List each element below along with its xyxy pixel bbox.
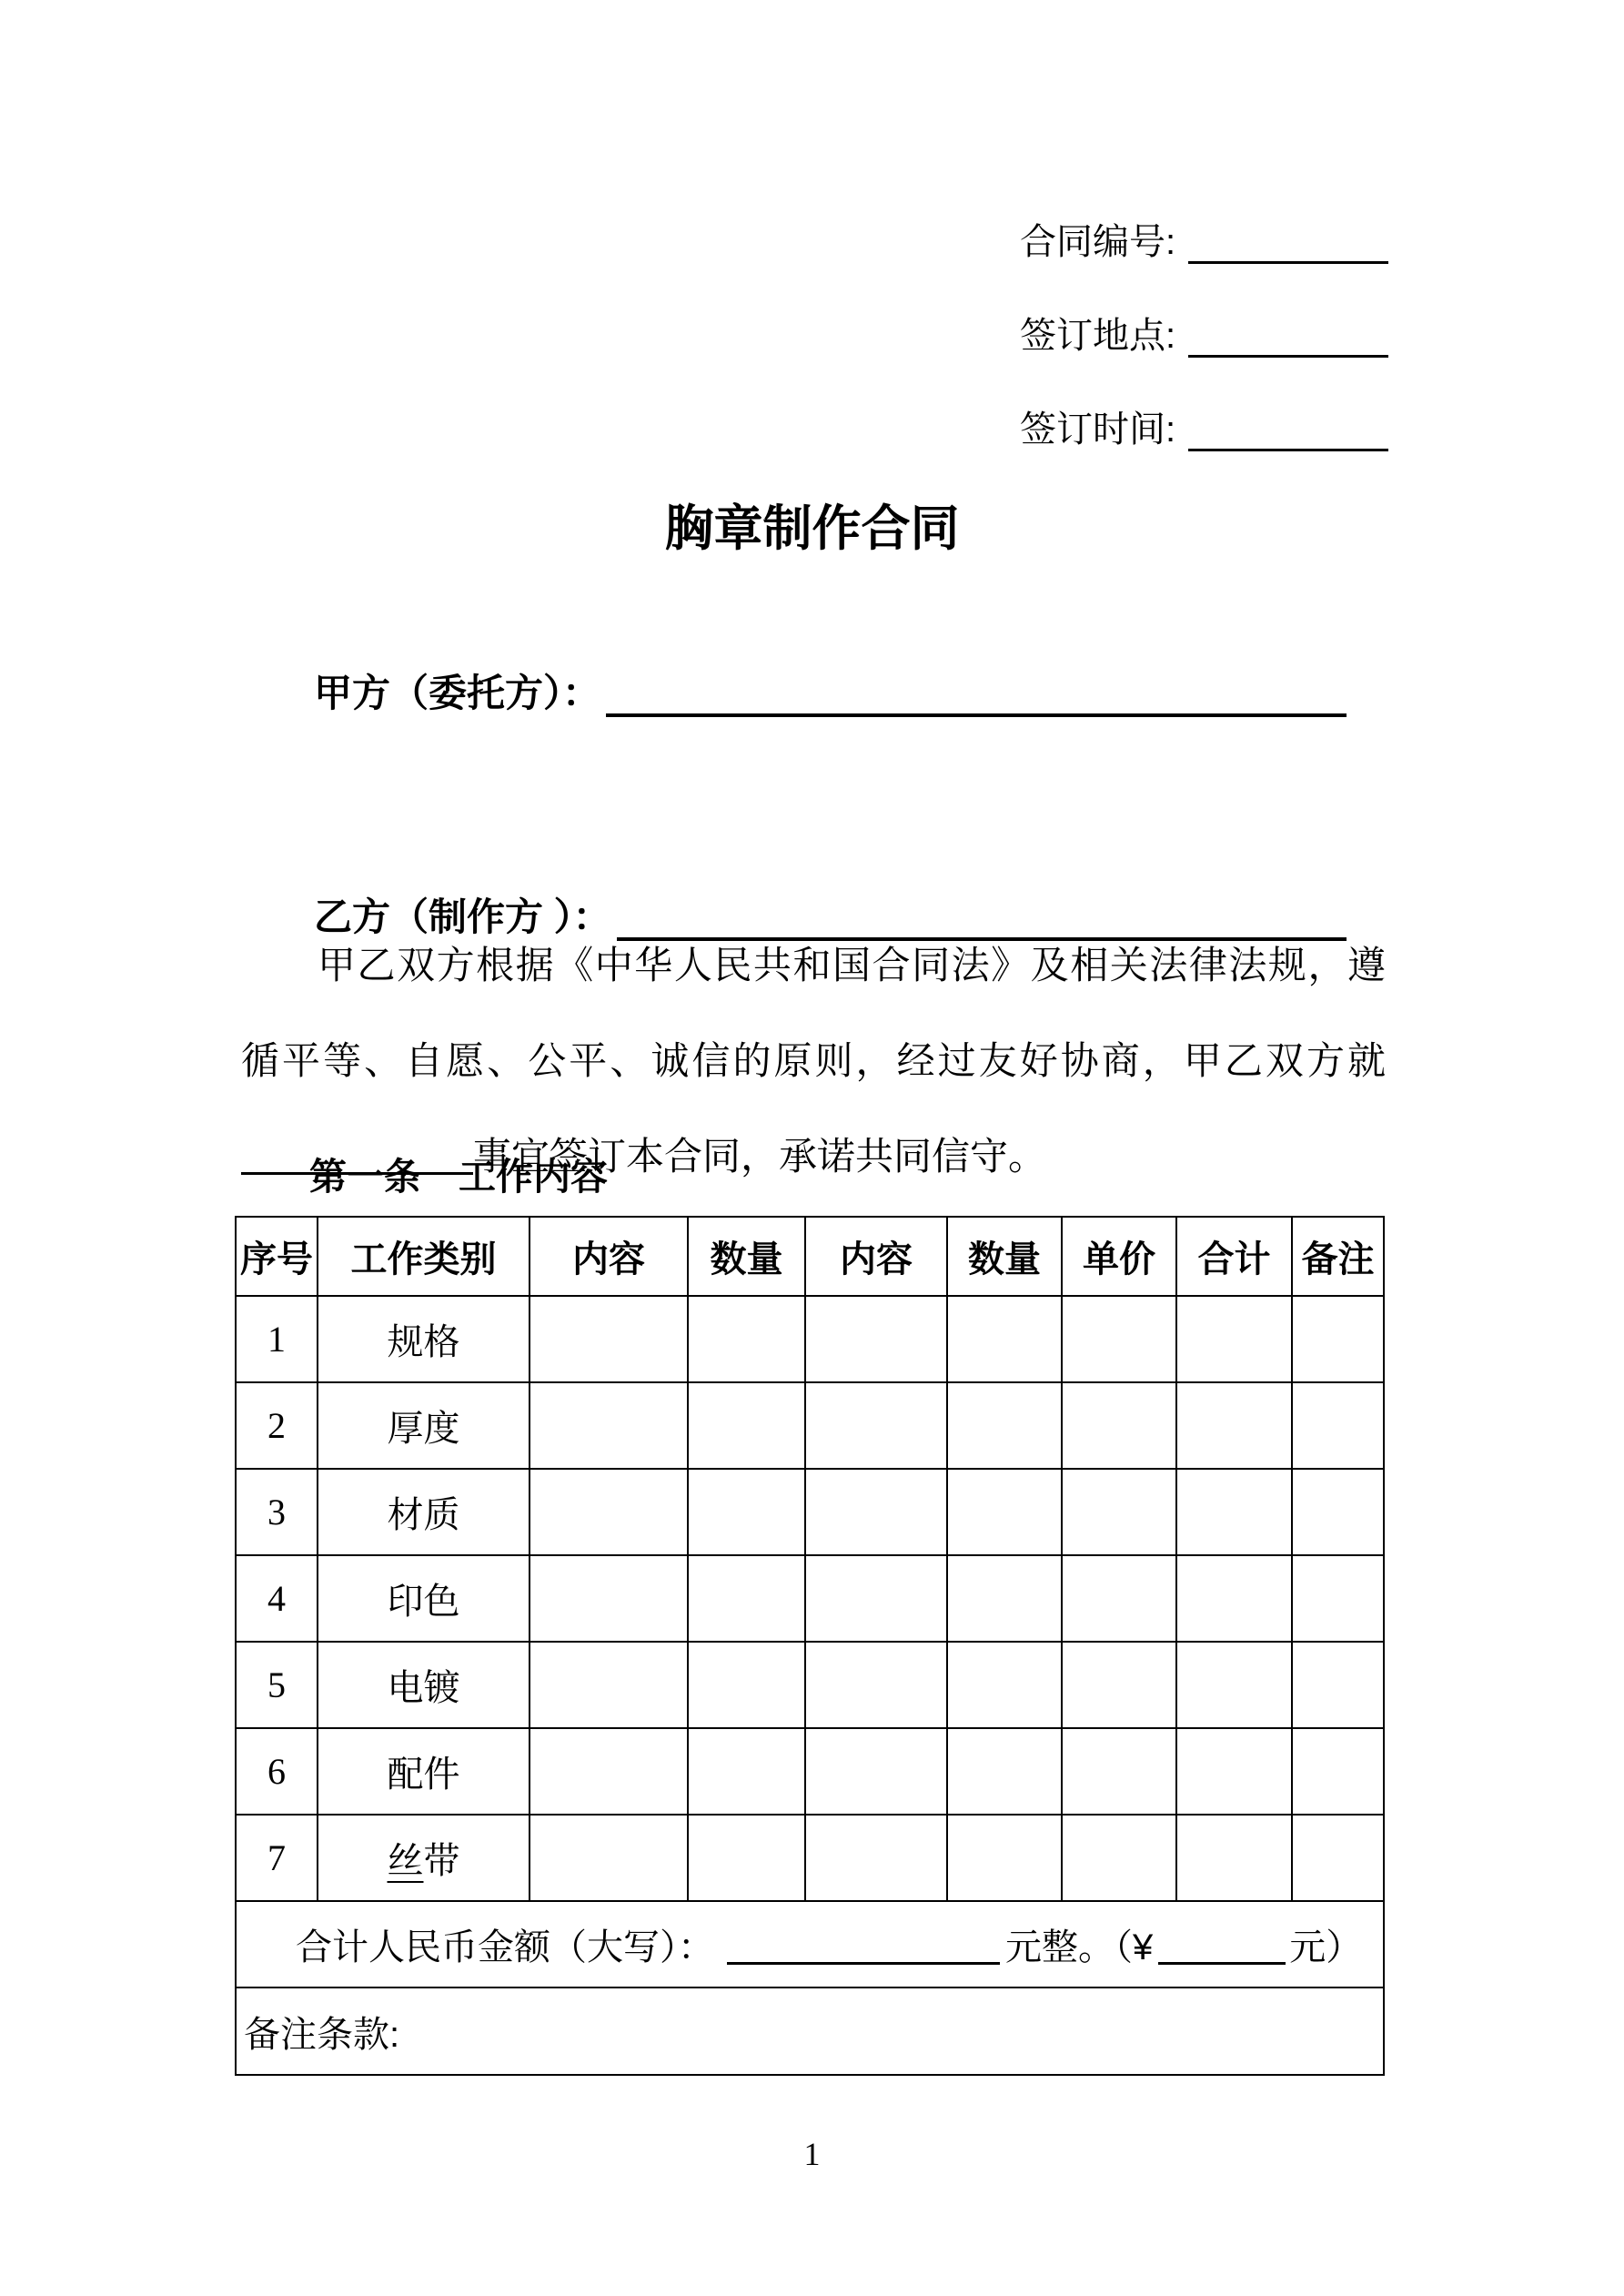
column-header: 工作类别 (318, 1217, 530, 1296)
work-category-cell: 厚度 (318, 1382, 530, 1469)
party-a-fill-line[interactable] (606, 675, 1347, 717)
signing-time-line (1020, 406, 1388, 451)
empty-fill-cell[interactable] (688, 1469, 805, 1555)
work-category-cell: 印色 (318, 1555, 530, 1642)
empty-fill-cell[interactable] (1292, 1382, 1384, 1469)
notes-label[interactable]: 备注条款: (236, 1988, 1384, 2075)
preamble-text-after: 事宜签订本合同，承诺共同信守。 (473, 1135, 1047, 1178)
empty-fill-cell[interactable] (947, 1296, 1062, 1382)
row-number-cell: 7 (236, 1815, 318, 1901)
party-a-line (314, 670, 1347, 717)
column-header: 备注 (1292, 1217, 1384, 1296)
notes-row (236, 1988, 1384, 2075)
empty-fill-cell[interactable] (805, 1642, 947, 1728)
empty-fill-cell[interactable] (805, 1555, 947, 1642)
row-number-cell: 2 (236, 1382, 318, 1469)
empty-fill-cell[interactable] (1062, 1815, 1176, 1901)
contract-title: 胸章制作合同 (664, 501, 960, 556)
empty-fill-cell[interactable] (530, 1728, 688, 1815)
empty-fill-cell[interactable] (1176, 1728, 1292, 1815)
row-number-cell: 1 (236, 1296, 318, 1382)
signing-time-fill-line[interactable] (1188, 411, 1388, 451)
amount-in-words-fill-line[interactable] (727, 1937, 1000, 1965)
contract-number-line (1020, 218, 1388, 264)
party-a-label: 甲方（委托方）： (314, 672, 601, 714)
empty-fill-cell[interactable] (1062, 1642, 1176, 1728)
empty-fill-cell[interactable] (1292, 1555, 1384, 1642)
empty-fill-cell[interactable] (1062, 1296, 1176, 1382)
empty-fill-cell[interactable] (688, 1642, 805, 1728)
table-row (236, 1555, 1384, 1642)
empty-fill-cell[interactable] (1176, 1382, 1292, 1469)
work-category-cell: 配件 (318, 1728, 530, 1815)
empty-fill-cell[interactable] (1176, 1296, 1292, 1382)
empty-fill-cell[interactable] (805, 1815, 947, 1901)
empty-fill-cell[interactable] (947, 1469, 1062, 1555)
empty-fill-cell[interactable] (530, 1296, 688, 1382)
work-category-cell: 丝带 (318, 1815, 530, 1901)
empty-fill-cell[interactable] (1292, 1296, 1384, 1382)
column-header: 数量 (688, 1217, 805, 1296)
table-body (236, 1296, 1384, 1901)
total-amount-end-text: 元） (1289, 1927, 1363, 1967)
table-row (236, 1642, 1384, 1728)
empty-fill-cell[interactable] (530, 1642, 688, 1728)
party-b-label: 乙方（制作方 ）： (314, 895, 611, 938)
empty-fill-cell[interactable] (1062, 1382, 1176, 1469)
empty-fill-cell[interactable] (805, 1382, 947, 1469)
table-row (236, 1469, 1384, 1555)
empty-fill-cell[interactable] (530, 1555, 688, 1642)
empty-fill-cell[interactable] (688, 1296, 805, 1382)
contract-number-fill-line[interactable] (1188, 224, 1388, 264)
empty-fill-cell[interactable] (805, 1728, 947, 1815)
total-amount-mid-text: 元整。（¥ (1005, 1927, 1154, 1967)
signing-place-label: 签订地点: (1020, 316, 1176, 356)
table-row (236, 1296, 1384, 1382)
empty-fill-cell[interactable] (1292, 1815, 1384, 1901)
empty-fill-cell[interactable] (947, 1728, 1062, 1815)
signing-place-fill-line[interactable] (1188, 318, 1388, 358)
work-category-cell: 材质 (318, 1469, 530, 1555)
empty-fill-cell[interactable] (1176, 1555, 1292, 1642)
section1-heading: 第一条 工作内容 (309, 1156, 608, 1198)
column-header: 内容 (530, 1217, 688, 1296)
row-number-cell: 3 (236, 1469, 318, 1555)
work-category-cell: 电镀 (318, 1642, 530, 1728)
empty-fill-cell[interactable] (1062, 1728, 1176, 1815)
empty-fill-cell[interactable] (688, 1815, 805, 1901)
total-amount-label: 合计人民币金额（大写）： (296, 1927, 714, 1967)
table-row (236, 1815, 1384, 1901)
empty-fill-cell[interactable] (530, 1815, 688, 1901)
empty-fill-cell[interactable] (947, 1555, 1062, 1642)
header-meta-block (1020, 218, 1388, 500)
empty-fill-cell[interactable] (1292, 1642, 1384, 1728)
empty-fill-cell[interactable] (530, 1382, 688, 1469)
preamble-text-before: 甲乙双方根据《中华人民共和国合同法》及相关法律法规，遵循平等、自愿、公平、诚信的原则，经过友好协商，甲乙双方就 (241, 944, 1386, 1082)
signing-place-line (1020, 312, 1388, 358)
column-header: 单价 (1062, 1217, 1176, 1296)
contract-number-label: 合同编号: (1020, 222, 1176, 262)
page-number: 1 (803, 2136, 821, 2172)
empty-fill-cell[interactable] (688, 1555, 805, 1642)
column-header: 序号 (236, 1217, 318, 1296)
table-row (236, 1728, 1384, 1815)
empty-fill-cell[interactable] (688, 1382, 805, 1469)
empty-fill-cell[interactable] (947, 1642, 1062, 1728)
empty-fill-cell[interactable] (530, 1469, 688, 1555)
column-header: 内容 (805, 1217, 947, 1296)
empty-fill-cell[interactable] (1176, 1815, 1292, 1901)
empty-fill-cell[interactable] (1176, 1469, 1292, 1555)
empty-fill-cell[interactable] (1176, 1642, 1292, 1728)
empty-fill-cell[interactable] (805, 1296, 947, 1382)
row-number-cell: 6 (236, 1728, 318, 1815)
column-header: 数量 (947, 1217, 1062, 1296)
signing-time-label: 签订时间: (1020, 410, 1176, 450)
empty-fill-cell[interactable] (805, 1469, 947, 1555)
empty-fill-cell[interactable] (1292, 1469, 1384, 1555)
total-amount-row (236, 1901, 1384, 1988)
work-category-cell: 规格 (318, 1296, 530, 1382)
row-number-cell: 5 (236, 1642, 318, 1728)
column-header: 合计 (1176, 1217, 1292, 1296)
work-content-table (235, 1216, 1385, 2076)
table-header-row (236, 1217, 1384, 1296)
empty-fill-cell[interactable] (1292, 1728, 1384, 1815)
empty-fill-cell[interactable] (1062, 1469, 1176, 1555)
empty-fill-cell[interactable] (688, 1728, 805, 1815)
empty-fill-cell[interactable] (947, 1382, 1062, 1469)
empty-fill-cell[interactable] (1062, 1555, 1176, 1642)
row-number-cell: 4 (236, 1555, 318, 1642)
table-row (236, 1382, 1384, 1469)
empty-fill-cell[interactable] (947, 1815, 1062, 1901)
amount-in-digits-fill-line[interactable] (1158, 1937, 1286, 1965)
